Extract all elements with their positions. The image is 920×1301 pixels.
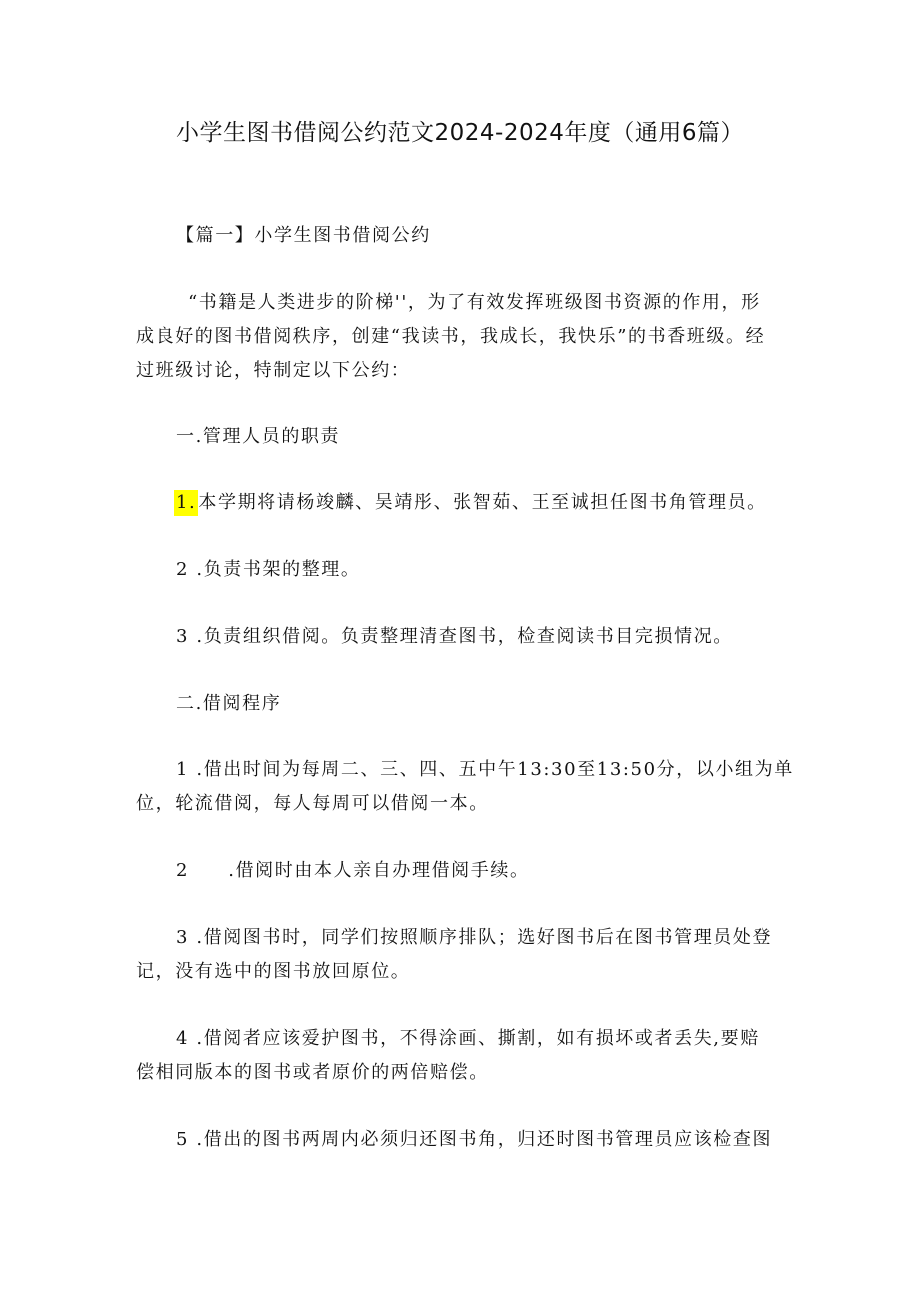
intro-line-3: 过班级讨论，特制定以下公约： (136, 360, 411, 381)
part2-item-1-line-1: 1 .借出时间为每周二、三、四、五中午13:30至13:50分，以小组为单 (176, 759, 794, 780)
part2-item-3-line-1: 3 .借阅图书时，同学们按照顺序排队；选好图书后在图书管理员处登 (176, 927, 773, 948)
part1-item-2: 2 .负责书架的整理。 (176, 559, 361, 580)
part2-item-4-line-1: 4 .借阅者应该爱护图书，不得涂画、撕割，如有损坏或者丢失,要赔 (176, 1028, 760, 1049)
part2-item-3-line-2: 记，没有选中的图书放回原位。 (136, 961, 411, 982)
intro-line-1: “书籍是人类进步的阶梯''，为了有效发挥班级图书资源的作用，形 (188, 292, 761, 313)
section-heading: 【篇一】小学生图书借阅公约 (176, 225, 431, 246)
part2-item-2: 2 .借阅时由本人亲自办理借阅手续。 (176, 860, 530, 881)
document-title: 小学生图书借阅公约范文2024-2024年度（通用6篇） (176, 120, 744, 146)
intro-line-2: 成良好的图书借阅秩序，创建“我读书，我成长，我快乐”的书香班级。经 (136, 326, 766, 347)
highlighted-item-number: 1. (174, 490, 198, 516)
part1-item-1-text: 本学期将请杨竣麟、吴靖彤、张智茹、王至诚担任图书角管理员。 (198, 492, 767, 513)
part2-item-5: 5 .借出的图书两周内必须归还图书角，归还时图书管理员应该检查图 (176, 1129, 773, 1150)
part2-item-1-line-2: 位，轮流借阅，每人每周可以借阅一本。 (136, 793, 489, 814)
part2-heading: 二.借阅程序 (176, 693, 282, 714)
part1-item-1 (176, 491, 767, 515)
part2-item-4-line-2: 偿相同版本的图书或者原价的两倍赔偿。 (136, 1062, 489, 1083)
part1-item-3: 3 .负责组织借阅。负责整理清查图书，检查阅读书目完损情况。 (176, 626, 733, 647)
part1-heading: 一.管理人员的职责 (176, 426, 341, 447)
